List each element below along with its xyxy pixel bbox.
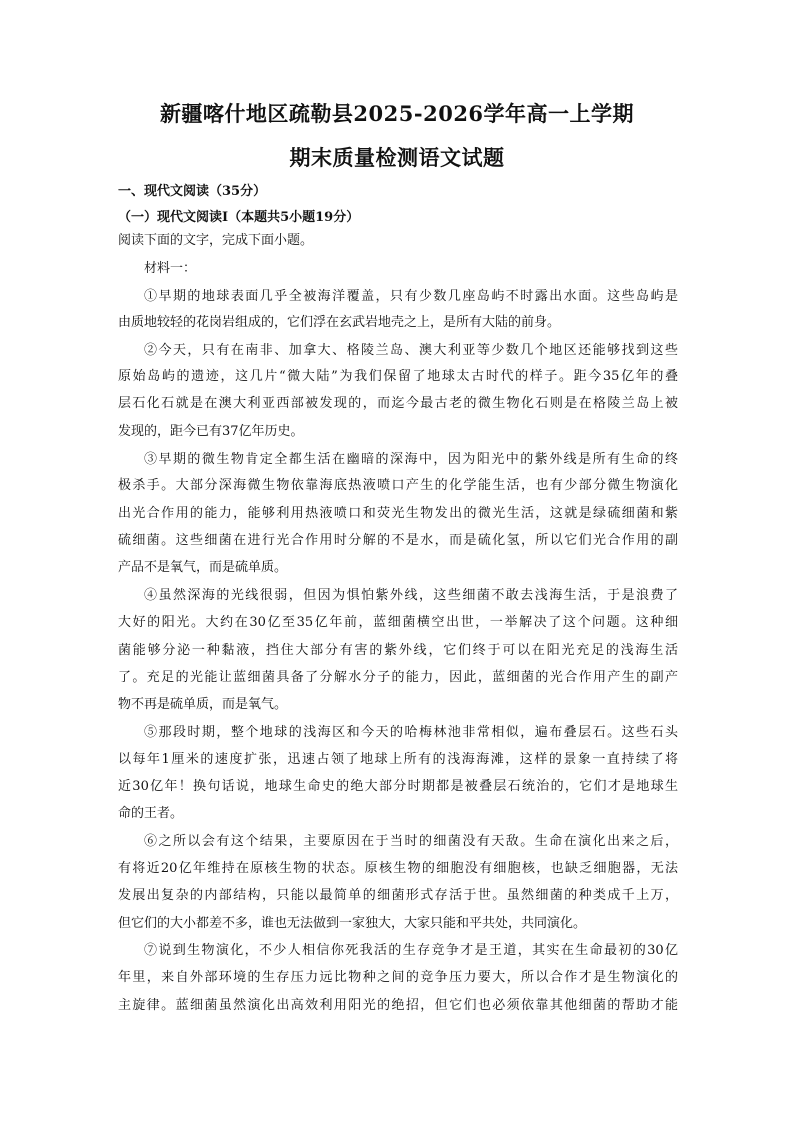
paragraph-7-line-3: 主旋律。蓝细菌虽然演化出高效利用阳光的绝招，但它们也必须依靠其他细菌的帮助才能 — [118, 998, 678, 1013]
paragraph-4-line-4: 了。充足的光能让蓝细菌具备了分解水分子的能力，因此，蓝细菌的光合作用产生的副产 — [118, 670, 678, 685]
instruction-text: 阅读下面的文字，完成下面小题。 — [118, 233, 314, 248]
paragraph-1-line-1: ①早期的地球表面几乎全被海洋覆盖，只有少数几座岛屿不时露出水面。这些岛屿是 — [144, 289, 678, 304]
document-title-line-1: 新疆喀什地区疏勒县2025-2026学年高一上学期 — [159, 101, 635, 126]
paragraph-6-line-4: 但它们的大小都差不多，谁也无法做到一家独大，大家只能和平共处，共同演化。 — [118, 916, 587, 931]
paragraph-5-line-4: 命的王者。 — [118, 806, 184, 821]
paragraph-6-line-3: 发展出复杂的内部结构，只能以最简单的细菌形式存活于世。虽然细菌的种类成千上万， — [118, 888, 678, 903]
paragraph-2-line-1: ②今天，只有在南非、加拿大、格陵兰岛、澳大利亚等少数几个地区还能够找到这些 — [144, 343, 678, 358]
material-label: 材料一： — [144, 261, 197, 276]
paragraph-3-line-4: 硫细菌。这些细菌在进行光合作用时分解的不是水，而是硫化氢，所以它们光合作用的副 — [118, 533, 678, 548]
section-heading: 一、现代文阅读（35分） — [118, 184, 267, 199]
paragraph-3-line-5: 产品不是氧气，而是硫单质。 — [118, 560, 288, 575]
paragraph-5-line-3: 近30亿年！换句话说，地球生命史的绝大部分时期都是被叠层石统治的，它们才是地球生 — [118, 779, 678, 794]
paragraph-2-line-2: 原始岛屿的遗迹，这几片“微大陆”为我们保留了地球太古时代的样子。距今35亿年的叠 — [118, 369, 678, 384]
subsection-heading: （一）现代文阅读I（本题共5小题19分） — [118, 210, 360, 225]
paragraph-4-line-3: 菌能够分泌一种黏液，挡住大部分有害的紫外线，它们终于可以在阳光充足的浅海生活 — [118, 643, 678, 658]
paragraph-5-line-1: ⑤那段时期，整个地球的浅海区和今天的哈梅林池非常相似，遍布叠层石。这些石头 — [144, 725, 678, 740]
paragraph-3-line-2: 极杀手。大部分深海微生物依靠海底热液喷口产生的化学能生活，也有少部分微生物演化 — [118, 478, 678, 493]
paragraph-2-line-4: 发现的，距今已有37亿年历史。 — [118, 424, 304, 439]
paragraph-3-line-3: 出光合作用的能力，能够利用热液喷口和荧光生物发出的微光生活，这就是绿硫细菌和紫 — [118, 506, 678, 521]
paragraph-1-line-2: 由质地较轻的花岗岩组成的，它们浮在玄武岩地壳之上，是所有大陆的前身。 — [118, 315, 561, 330]
paragraph-7-line-1: ⑦说到生物演化，不少人相信你死我活的生存竞争才是王道，其实在生命最初的30亿 — [144, 943, 678, 958]
paragraph-4-line-2: 大好的阳光。大约在30亿至35亿年前，蓝细菌横空出世，一举解决了这个问题。这种细 — [118, 615, 678, 630]
paragraph-3-line-1: ③早期的微生物肯定全都生活在幽暗的深海中，因为阳光中的紫外线是所有生命的终 — [144, 452, 678, 467]
document-title-line-2: 期末质量检测语文试题 — [289, 145, 505, 170]
paragraph-7-line-2: 年里，来自外部环境的生存压力远比物种之间的竞争压力要大，所以合作才是生物演化的 — [118, 970, 678, 985]
paragraph-6-line-2: 有将近20亿年维持在原核生物的状态。原核生物的细胞没有细胞核，也缺乏细胞器，无法 — [118, 861, 678, 876]
paragraph-6-line-1: ⑥之所以会有这个结果，主要原因在于当时的细菌没有天敌。生命在演化出来之后， — [144, 834, 678, 849]
paragraph-4-line-1: ④虽然深海的光线很弱，但因为惧怕紫外线，这些细菌不敢去浅海生活，于是浪费了 — [144, 588, 678, 603]
paragraph-4-line-5: 物不再是硫单质，而是氧气。 — [118, 697, 288, 712]
paragraph-2-line-3: 层石化石就是在澳大利亚西部被发现的，而迄今最古老的微生物化石则是在格陵兰岛上被 — [118, 396, 678, 411]
paragraph-5-line-2: 以每年1厘米的速度扩张，迅速占领了地球上所有的浅海海滩，这样的景象一直持续了将 — [118, 752, 678, 767]
